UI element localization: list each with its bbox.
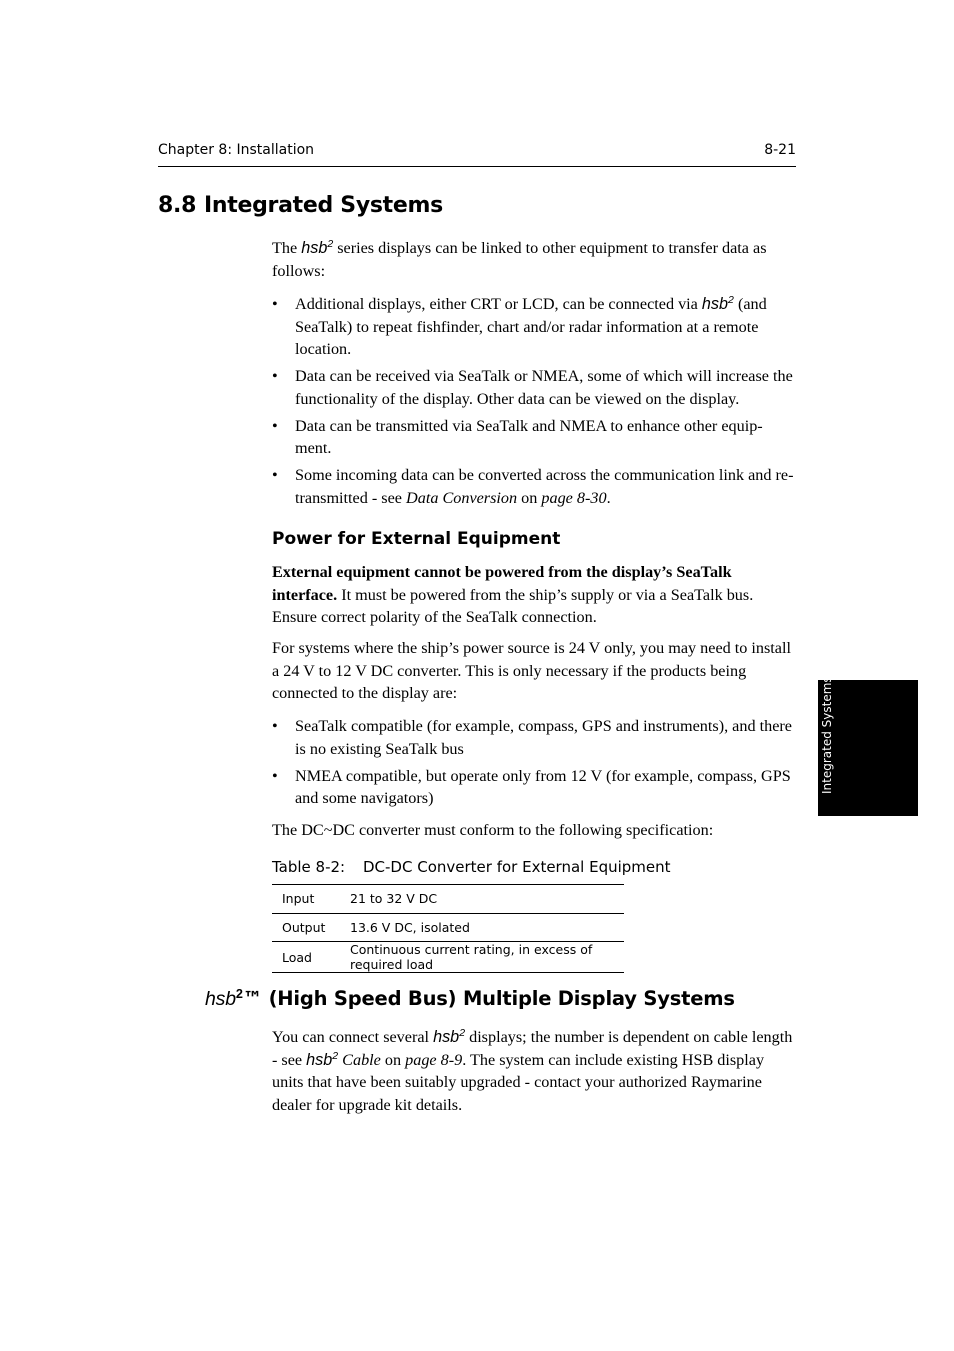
power-warning-rest: It must be powered from the ship’s supply or via a SeaTalk bus. Ensure correct polarity of the SeaTalk connection.	[272, 585, 754, 626]
spec-key: Load	[282, 949, 312, 965]
spec-value: Continuous current rating, in excess of required load	[350, 942, 593, 973]
hsb-paragraph: You can connect several hsb$^2$ displays; the number is dependent on cable length - see hsb$^2$ Cable on page 8-9. The system can include existing HSB display units that have been suitably upgraded - contact your authorized Raymarine dealer for upgrade kit details.	[272, 1027, 793, 1114]
section-number: 8.8	[158, 193, 197, 218]
converter-conditions-list	[272, 715, 796, 810]
subsection-heading-hsb	[205, 987, 735, 1011]
list-item: • SeaTalk compatible (for example, compass, GPS and instruments), and there is no existing SeaTalk bus	[272, 715, 796, 760]
table-caption	[272, 858, 671, 876]
page-reference-link[interactable]: page 8-30	[541, 488, 607, 507]
list-item: • NMEA compatible, but operate only from 12 V (for example, compass, GPS and some navigators)	[272, 765, 796, 810]
power-warning-bold: External equipment cannot be powered from the display’s SeaTalk interface.	[272, 563, 732, 604]
integration-bullet-list	[272, 293, 796, 509]
table-number: Table 8-2:	[272, 858, 346, 876]
table-title: DC-DC Converter for External Equipment	[363, 858, 671, 876]
power-warning-paragraph	[272, 561, 796, 629]
section-title	[158, 193, 443, 218]
hsb-heading-text: ™ (High Speed Bus) Multiple Display Systems	[242, 987, 735, 1010]
cross-reference-link[interactable]: Cable	[338, 1050, 381, 1069]
table-row	[272, 942, 624, 973]
header-divider	[158, 166, 796, 167]
list-item: • Additional displays, either CRT or LCD, can be connected via hsb$^2$ (and SeaTalk) to repeat fishfinder, chart and/or radar information at a remote location.	[272, 293, 796, 361]
page-number: 8-21	[764, 142, 796, 158]
intro-paragraph	[272, 237, 796, 282]
spec-value: 13.6 V DC, isolated	[350, 920, 470, 936]
running-header-chapter: Chapter 8: Installation	[158, 142, 315, 158]
intro-text-start: The	[272, 239, 302, 257]
cross-reference-link[interactable]: Data Conversion	[406, 488, 518, 507]
section-title-text: Integrated Systems	[204, 193, 443, 218]
spec-key: Output	[282, 920, 326, 936]
spec-intro-paragraph: The DC~DC converter must conform to the following specification:	[272, 821, 714, 839]
thumb-tab-label: Integrated Systems	[820, 676, 834, 794]
table-row	[272, 913, 624, 942]
dc-converter-spec-table	[272, 884, 624, 973]
spec-value: 21 to 32 V DC	[350, 891, 438, 907]
subsection-heading-power: Power for External Equipment	[272, 529, 561, 549]
hsb-brand: hsb$^2$	[301, 238, 334, 257]
power-converter-paragraph: For systems where the ship’s power source is 24 V only, you may need to install a 24 V to 12 V DC converter. This is only necessary if the products being connected to the display are:	[272, 639, 791, 702]
hsb-brand: hsb$^2$	[306, 1049, 339, 1069]
hsb-brand: hsb$^2$	[205, 987, 243, 1010]
hsb-brand: hsb$^2$	[433, 1027, 466, 1046]
hsb-brand: hsb$^2$	[701, 294, 734, 313]
table-row	[272, 885, 624, 914]
chapter-thumb-tab	[818, 676, 918, 816]
spec-key: Input	[282, 891, 315, 907]
intro-text-end: series displays can be linked to other equipment to transfer data as follows:	[272, 239, 767, 280]
page-reference-link[interactable]: page 8-9	[405, 1050, 463, 1069]
list-item: • Data can be received via SeaTalk or NMEA, some of which will increase the functionality of the display. Other data can be viewed on the display.	[272, 365, 796, 410]
list-item: • Some incoming data can be converted across the communication link and re-transmitted - see Data Conversion on page 8-30.	[272, 464, 796, 509]
list-item: • Data can be transmitted via SeaTalk and NMEA to enhance other equip-ment.	[272, 415, 796, 460]
